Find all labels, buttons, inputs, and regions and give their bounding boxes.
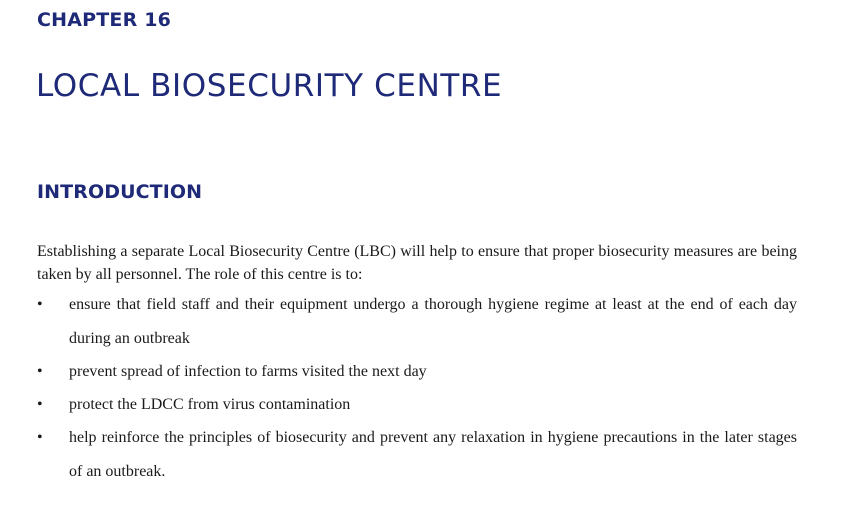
chapter-title: LOCAL BIOSECURITY CENTRE xyxy=(36,68,503,104)
bullet-list xyxy=(37,288,797,489)
bullet-item xyxy=(37,421,797,489)
bullet-icon: • xyxy=(37,296,43,313)
bullet-item xyxy=(37,288,797,356)
bullet-text: protect the LDCC from virus contamination xyxy=(69,396,351,413)
bullet-text: ensure that field staff and their equipment undergo a thorough hygiene regime at least at the end of each day during an outbreak xyxy=(69,296,797,347)
bullet-item xyxy=(37,355,797,389)
bullet-text: prevent spread of infection to farms visited the next day xyxy=(69,363,427,380)
bullet-icon: • xyxy=(37,396,43,413)
bullet-icon: • xyxy=(37,429,43,446)
section-heading: INTRODUCTION xyxy=(37,181,203,203)
body-text xyxy=(37,240,797,489)
bullet-text: help reinforce the principles of biosecurity and prevent any relaxation in hygiene precautions in the later stages of an outbreak. xyxy=(69,429,797,480)
chapter-label: CHAPTER 16 xyxy=(37,9,172,31)
intro-paragraph: Establishing a separate Local Biosecurity Centre (LBC) will help to ensure that proper biosecurity measures are being taken by all personnel. The role of this centre is to: xyxy=(37,243,797,283)
bullet-icon: • xyxy=(37,363,43,380)
bullet-item xyxy=(37,388,797,422)
